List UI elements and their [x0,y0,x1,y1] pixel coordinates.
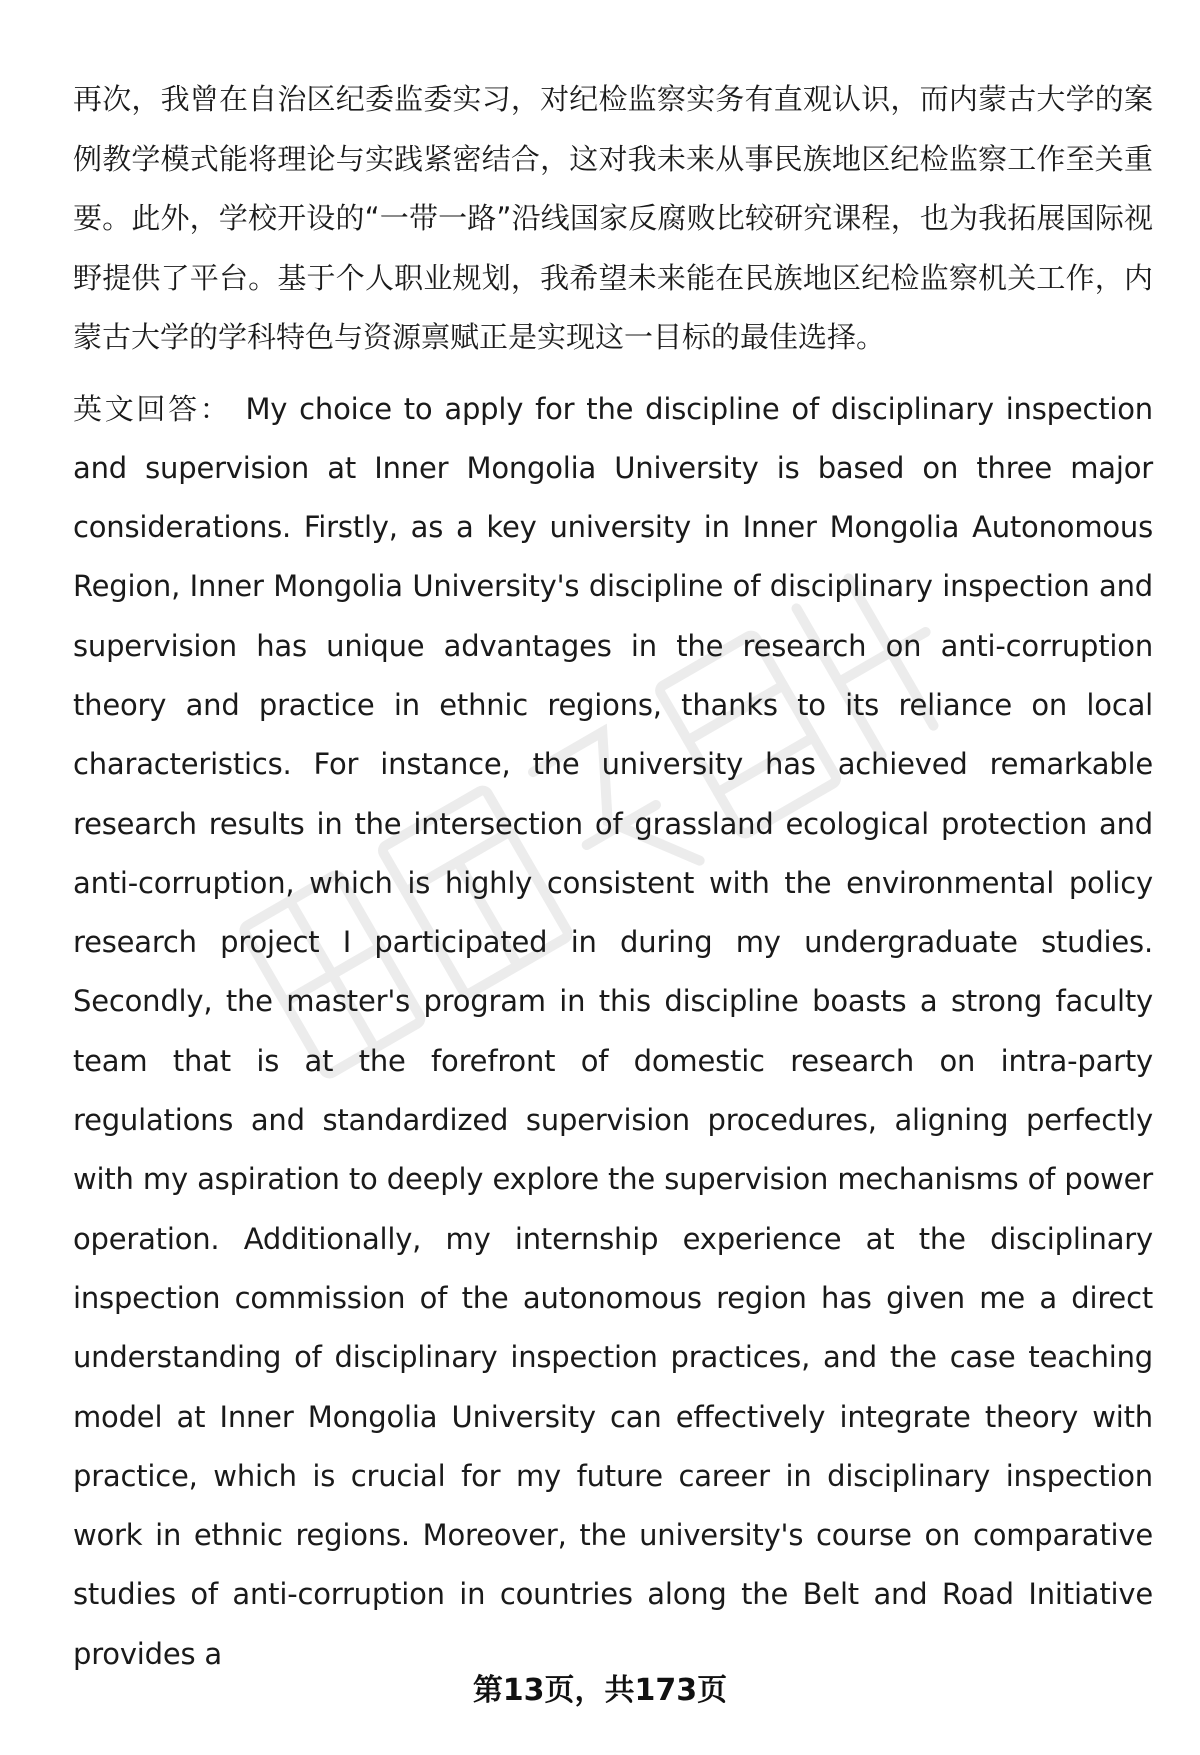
english-paragraph: My choice to apply for the discipline of disciplinary inspection and supervision at Inner Mongolia University is based on three major considerations. Firstly, as a key university in Inner Mongolia Autonomous Region, Inner Mongolia University's discipline of disciplinary inspection and supervision has unique advantages in the research on anti-corruption theory and practice in ethnic regions, thanks to its reliance on local characteristics. For instance, the university has achieved remarkable research results in the intersection of grassland ecological protection and anti-corruption, which is highly consistent with the environmental policy research project I participated in during my undergraduate studies. Secondly, the master's program in this discipline boasts a strong faculty team that is at the forefront of domestic research on intra-party regulations and standardized supervision procedures, aligning perfectly with my aspiration to deeply explore the supervision mechanisms of power operation. Additionally, my internship experience at the disciplinary inspection commission of the autonomous region has given me a direct understanding of disciplinary inspection practices, and the case teaching model at Inner Mongolia University can effectively integrate theory with practice, which is crucial for my future career in disciplinary inspection work in ethnic regions. Moreover, the university's course on comparative studies of anti-corruption in countries along the Belt and Road Initiative provides a [73,391,1153,1671]
page-indicator: 第13页，共173页 [472,1673,728,1708]
english-answer [73,380,1153,1685]
page-content [73,70,1153,1684]
chinese-paragraph: 再次，我曾在自治区纪委监委实习，对纪检监察实务有直观认识，而内蒙古大学的案例教学模式能将理论与实践紧密结合，这对我未来从事民族地区纪检监察工作至关重要。此外，学校开设的“一带一路”沿线国家反腐败比较研究课程，也为我拓展国际视野提供了平台。基于个人职业规划，我希望未来能在民族地区纪检监察机关工作，内蒙古大学的学科特色与资源禀赋正是实现这一目标的最佳选择。 [73,82,1153,354]
answer-label: 英文回答： [73,391,232,426]
